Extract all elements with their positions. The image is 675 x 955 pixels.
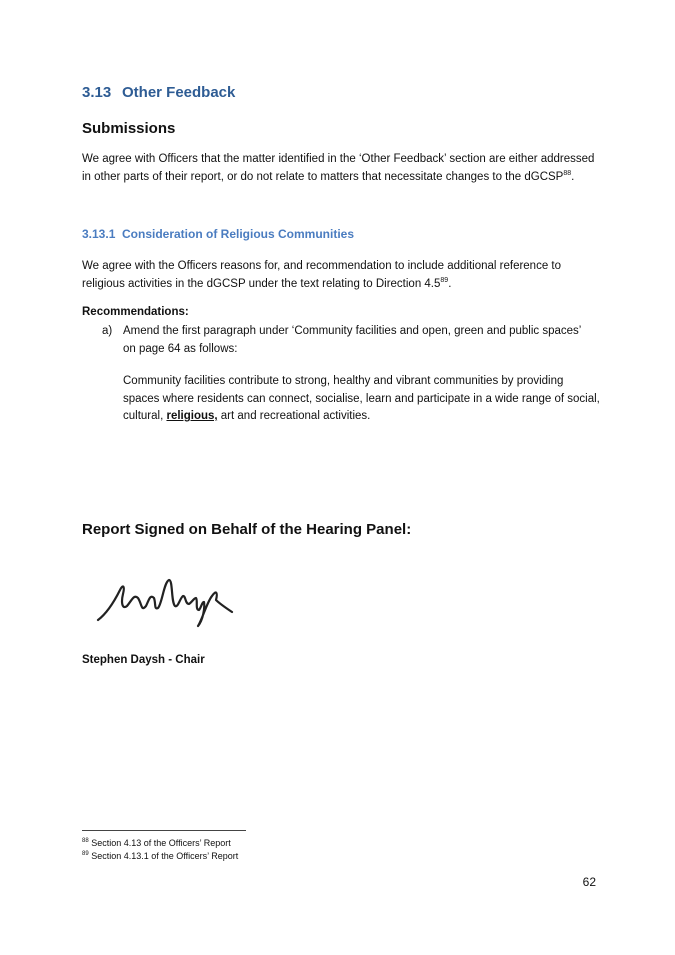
paragraph-other-feedback: We agree with Officers that the matter identified in the ‘Other Feedback’ section are either addressed in other parts of their report, or do not relate to matters that necessitate changes to the dGCSP$^{88}$. — [82, 153, 595, 183]
footnote-divider — [82, 830, 246, 831]
amended-text-before: Community facilities contribute to strong, healthy and vibrant communities by providing spaces where residents can connect, socialise, learn and participate in a wide range of social, cultural, — [123, 375, 600, 422]
amended-paragraph — [123, 373, 603, 426]
subsection-heading — [82, 227, 354, 241]
footnote-ref-89[interactable]: 89 — [440, 276, 449, 284]
recommendation-text: Amend the first paragraph under ‘Community facilities and open, green and public spaces’ on page 64 as follows: — [123, 325, 581, 355]
footnote-number: 89 — [82, 851, 89, 857]
signature-image — [92, 568, 242, 635]
amended-text-after: art and recreational activities. — [217, 410, 371, 422]
footnote-89 — [82, 851, 238, 861]
signer-name: Stephen Daysh - Chair — [82, 654, 205, 666]
subsection-number: 3.13.1 — [82, 227, 116, 241]
recommendation-letter: a) — [102, 325, 113, 337]
recommendations-label: Recommendations: — [82, 306, 189, 318]
signature-heading: Report Signed on Behalf of the Hearing Panel: — [82, 521, 412, 538]
inserted-text: religious, — [166, 410, 218, 422]
section-heading — [82, 84, 235, 101]
footnote-text: Section 4.13 of the Officers’ Report — [91, 838, 231, 848]
footnote-88 — [82, 838, 231, 848]
section-title: Other Feedback — [122, 84, 236, 101]
paragraph-text: We agree with Officers that the matter identified in the ‘Other Feedback’ section are either addressed in other parts of their report, or do not relate to matters that necessitate changes to the dGCSP — [82, 153, 595, 183]
paragraph-text: We agree with the Officers reasons for, and recommendation to include additional reference to religious activities in the dGCSP under the text relating to Direction 4.5 — [82, 260, 562, 290]
page-number: 62 — [582, 875, 596, 889]
section-number: 3.13 — [82, 84, 112, 101]
footnote-ref-88[interactable]: 88 — [563, 169, 572, 177]
footnote-text: Section 4.13.1 of the Officers’ Report — [91, 851, 239, 861]
footnote-number: 88 — [82, 838, 89, 844]
submissions-heading: Submissions — [82, 120, 176, 137]
subsection-title: Consideration of Religious Communities — [122, 227, 355, 241]
paragraph-religious-communities: We agree with the Officers reasons for, and recommendation to include additional reference to religious activities in the dGCSP under the text relating to Direction $4.5^{89}$. — [82, 260, 562, 290]
